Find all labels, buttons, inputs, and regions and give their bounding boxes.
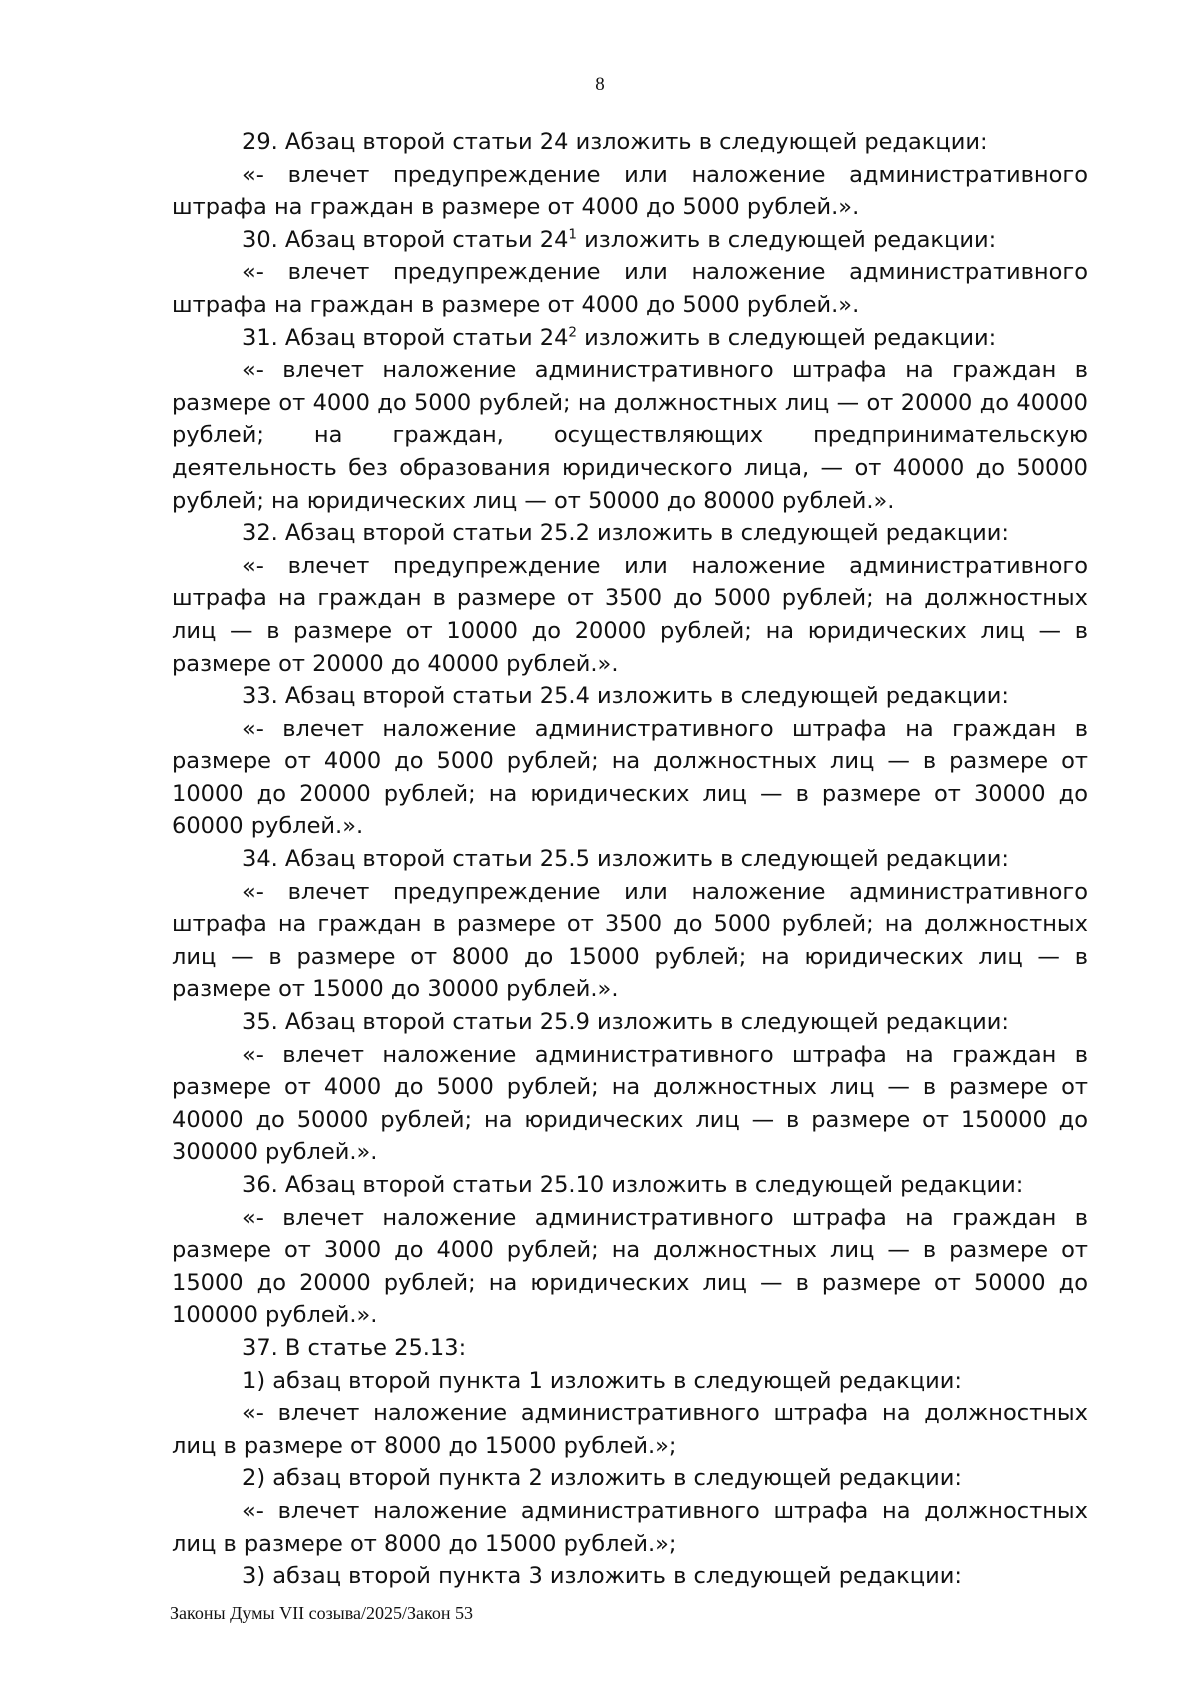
paragraph-p37-3-head: 3) абзац второй пункта 3 изложить в следующей редакции: [242,1563,962,1590]
paragraph-p32-quote: «- влечет предупреждение или наложение административного штрафа на граждан в размере от 3500 до 5000 рублей; на должностных лиц — в размере от 10000 до 20000 рублей; на юридических лиц — в размере от 20000 до 40000 рублей.». [172,552,1088,677]
paragraph-text: 30. Абзац второй статьи 24 [242,226,569,253]
paragraph-p30-head [172,224,1088,257]
paragraph-p35-head: 35. Абзац второй статьи 25.9 изложить в следующей редакции: [242,1009,1010,1036]
paragraph-p34-quote: «- влечет предупреждение или наложение административного штрафа на граждан в размере от 3500 до 5000 рублей; на должностных лиц — в размере от 8000 до 15000 рублей; на юридических лиц — в размере от 15000 до 30000 рублей.». [172,878,1088,1003]
paragraph-p33-quote: «- влечет наложение административного штрафа на граждан в размере от 4000 до 5000 рублей; на должностных лиц — в размере от 10000 до 20000 рублей; на юридических лиц — в размере от 30000 до 60000 рублей.». [172,715,1088,840]
document-footer: Законы Думы VII созыва/2025/Закон 53 [170,1603,473,1623]
paragraph-text: изложить в следующей редакции: [577,226,997,253]
paragraph-p32-head: 32. Абзац второй статьи 25.2 изложить в следующей редакции: [242,520,1010,547]
paragraph-text: изложить в следующей редакции: [577,324,997,351]
paragraph-p33-head: 33. Абзац второй статьи 25.4 изложить в следующей редакции: [242,683,1010,710]
paragraph-p31-quote: «- влечет наложение административного штрафа на граждан в размере от 4000 до 5000 рублей; на должностных лиц — от 20000 до 40000 рублей; на граждан, осуществляющих предпринимательскую деятельность без образования юридического лица, — от 40000 до 50000 рублей; на юридических лиц — от 50000 до 80000 рублей.». [172,357,1088,514]
paragraph-text: 31. Абзац второй статьи 24 [242,324,569,351]
paragraph-p29-quote: «- влечет предупреждение или наложение административного штрафа на граждан в размере от 4000 до 5000 рублей.». [172,161,1088,221]
paragraph-p37-1-quote: «- влечет наложение административного штрафа на должностных лиц в размере от 8000 до 15000 рублей.»; [172,1400,1088,1459]
paragraph-p29-head: 29. Абзац второй статьи 24 изложить в следующей редакции: [242,129,988,155]
superscript: 2 [568,324,578,341]
paragraph-p37-2-head: 2) абзац второй пункта 2 изложить в следующей редакции: [242,1465,962,1492]
paragraph-p36-head: 36. Абзац второй статьи 25.10 изложить в следующей редакции: [242,1172,1024,1198]
paragraph-p34-head: 34. Абзац второй статьи 25.5 изложить в следующей редакции: [242,846,1010,873]
paragraph-p37-head: 37. В статье 25.13: [242,1334,467,1361]
paragraph-p36-quote: «- влечет наложение административного штрафа на граждан в размере от 3000 до 4000 рублей; на должностных лиц — в размере от 15000 до 20000 рублей; на юридических лиц — в размере от 50000 до 100000 рублей.». [172,1204,1088,1329]
paragraph-p31-head [172,322,1088,355]
superscript: 1 [568,226,578,243]
document-body [172,126,1088,1593]
paragraph-p37-1-head: 1) абзац второй пункта 1 изложить в следующей редакции: [242,1367,962,1394]
page-number: 8 [595,74,605,95]
paragraph-p37-2-quote: «- влечет наложение административного штрафа на должностных лиц в размере от 8000 до 15000 рублей.»; [172,1497,1088,1557]
paragraph-p35-quote: «- влечет наложение административного штрафа на граждан в размере от 4000 до 5000 рублей; на должностных лиц — в размере от 40000 до 50000 рублей; на юридических лиц — в размере от 150000 до 300000 рублей.». [172,1041,1088,1166]
paragraph-p30-quote: «- влечет предупреждение или наложение административного штрафа на граждан в размере от 4000 до 5000 рублей.». [172,259,1088,318]
